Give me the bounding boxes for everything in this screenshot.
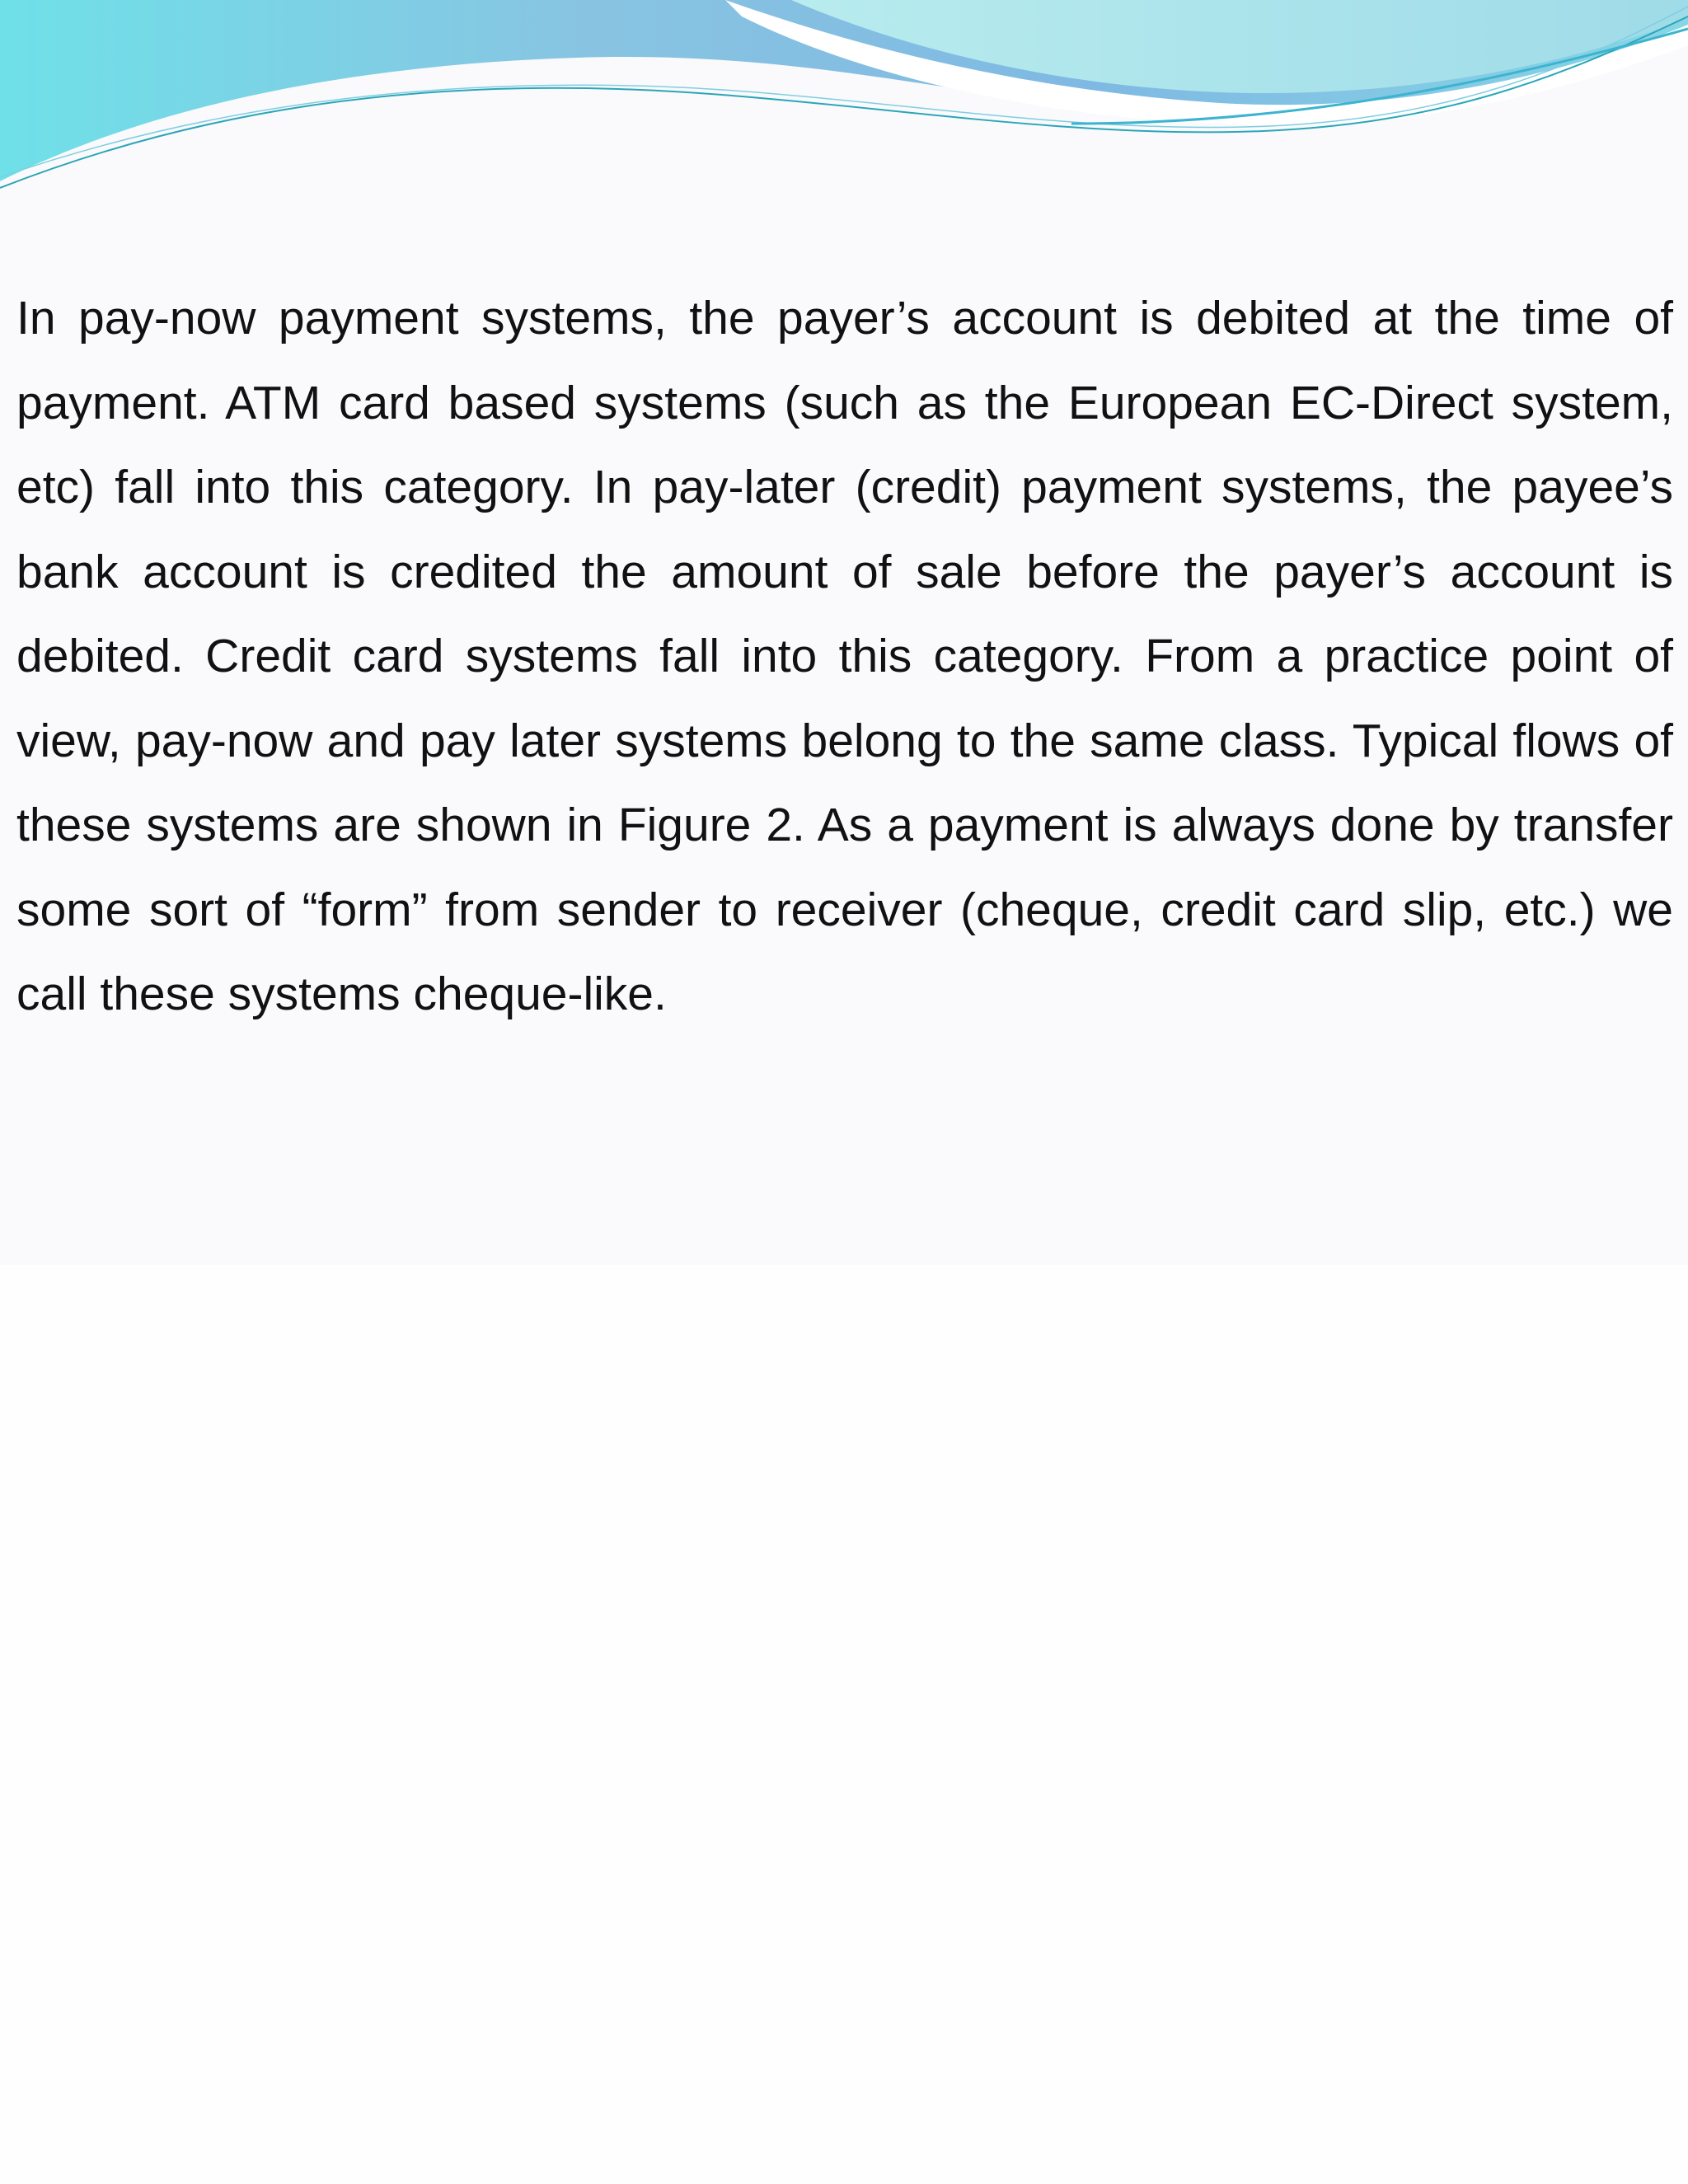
body-paragraph: In pay-now payment systems, the payer’s account is debited at the time of payment. ATM card based systems (such as the European EC-Direct system, etc) fall into this category. In pay-later (credit) payment systems, the payee’s bank account is credited the amount of sale before the payer’s account is debited. Credit card systems fall into this category. From a practice point of view, pay-now and pay later systems belong to the same class. Typical flows of these systems are shown in Figure 2. As a payment is always done by transfer some sort of “form” from sender to receiver (cheque, credit card slip, etc.) we call these systems cheque-like. [16,292,1673,1020]
header-wave-decoration [0,0,1688,198]
blank-area [0,1265,1688,2184]
